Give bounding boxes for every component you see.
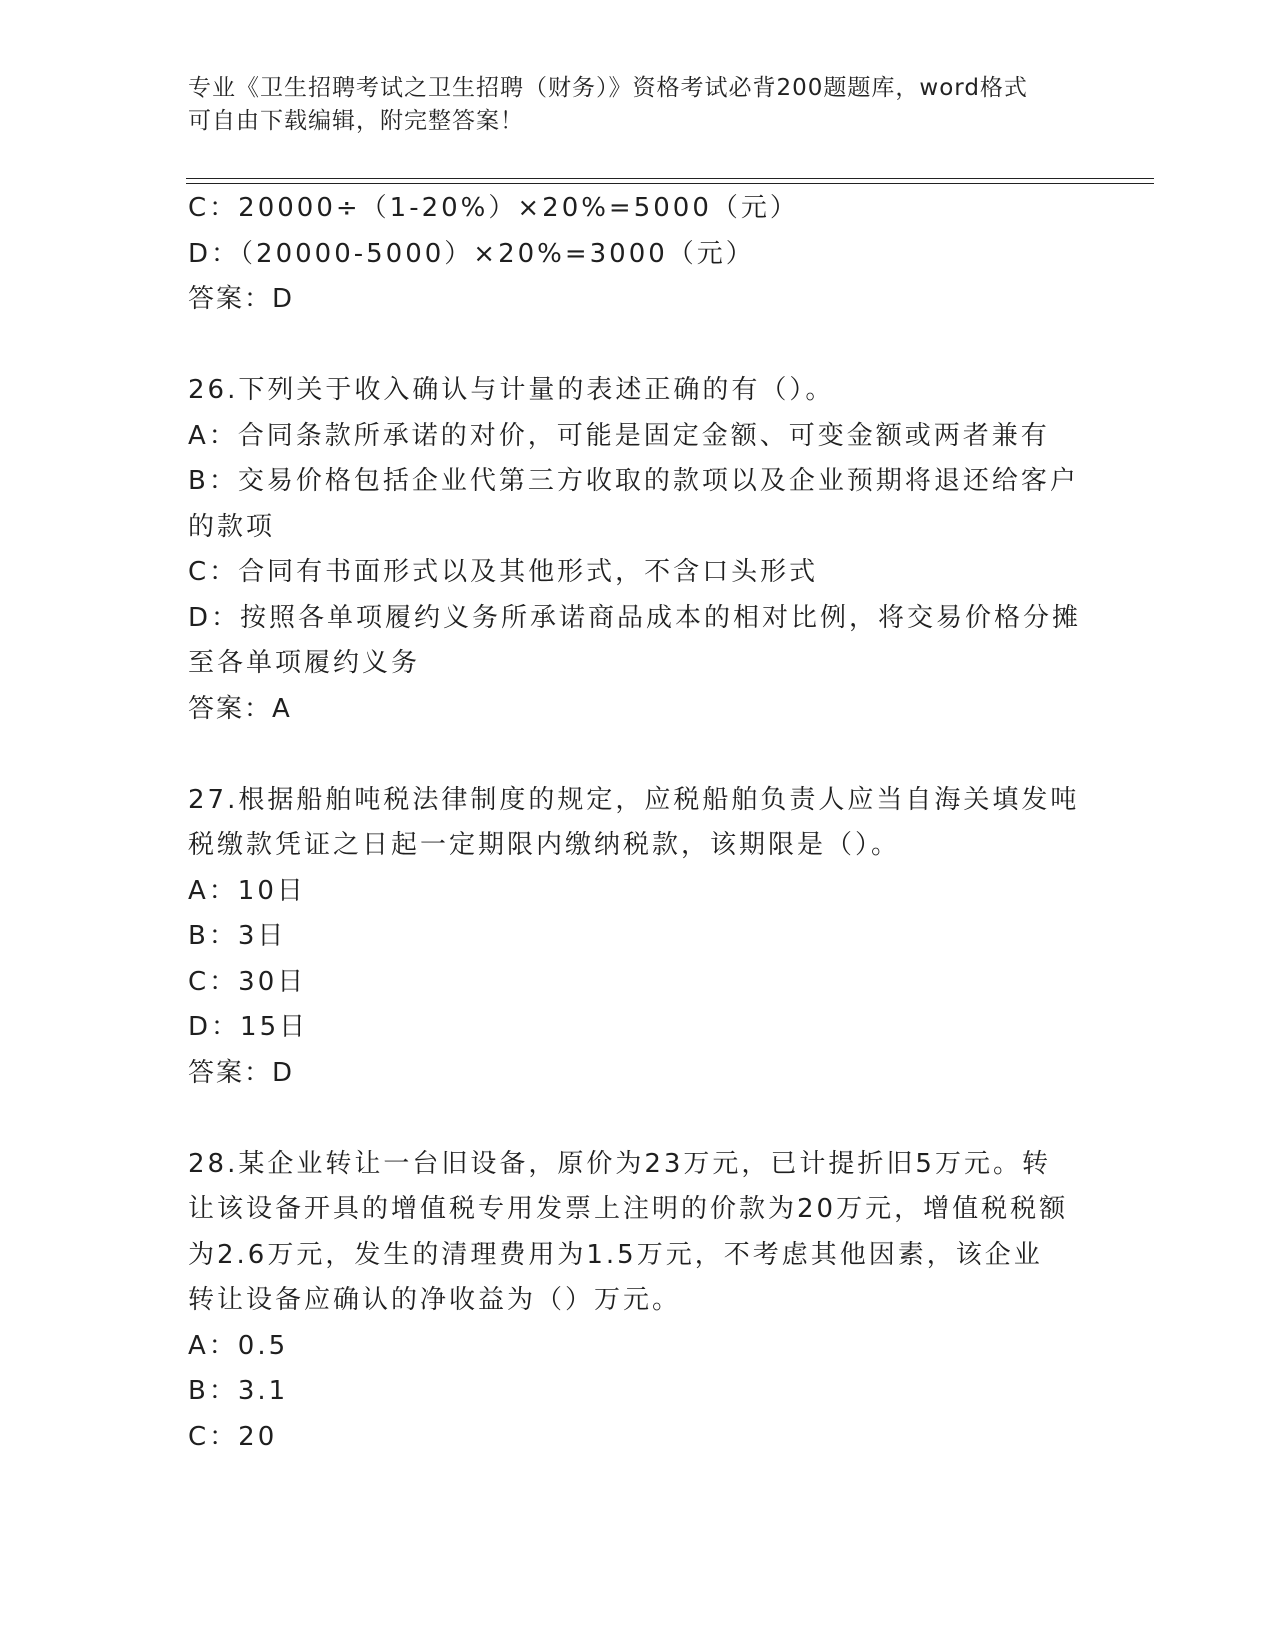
question-25-tail (188, 186, 1088, 323)
header-title-line-2: 可自由下载编辑，附完整答案！ (188, 108, 524, 134)
question-stem-continued: 为2.6万元，发生的清理费用为1.5万元，不考虑其他因素，该企业 (188, 1239, 1043, 1270)
question-stem-continued: 让该设备开具的增值税专用发票上注明的价款为20万元，增值税税额 (188, 1194, 1069, 1224)
question-stem-continued: 税缴款凭证之日起一定期限内缴纳税款，该期限是（）。 (188, 830, 901, 860)
option-d: D：（20000-5000）×20%=3000（元） (188, 238, 755, 269)
spacer (188, 1096, 1088, 1142)
header-rule-top (186, 178, 1154, 179)
answer: 答案：D (188, 1057, 295, 1088)
option-c: C：20000÷（1-20%）×20%=5000（元） (188, 193, 799, 223)
answer: 答案：A (188, 693, 292, 724)
option-d: D：按照各单项履约义务所承诺商品成本的相对比例，将交易价格分摊 (188, 602, 1082, 633)
option-d-continued: 至各单项履约义务 (188, 648, 421, 678)
question-27 (188, 778, 1088, 1097)
question-26 (188, 368, 1088, 732)
option-a: A：合同条款所承诺的对价，可能是固定金额、可变金额或两者兼有 (188, 420, 1050, 451)
answer: 答案：D (188, 284, 295, 314)
option-a: A：0.5 (188, 1330, 289, 1361)
question-stem: 27.根据船舶吨税法律制度的规定，应税船舶负责人应当自海关填发吨 (188, 784, 1080, 815)
option-d: D：15日 (188, 1012, 309, 1042)
question-stem-continued: 转让设备应确认的净收益为（）万元。 (188, 1285, 682, 1315)
option-b-continued: 的款项 (188, 511, 276, 542)
header-rule-bottom (186, 183, 1154, 184)
spacer (188, 732, 1088, 778)
option-c: C：合同有书面形式以及其他形式，不含口头形式 (188, 557, 819, 587)
option-b: B：3.1 (188, 1376, 289, 1406)
document-body (188, 186, 1088, 1460)
header-title-line-1: 专业《卫生招聘考试之卫生招聘（财务）》资格考试必背200题题库，word格式 (188, 75, 1028, 101)
question-stem: 28.某企业转让一台旧设备，原价为23万元，已计提折旧5万元。转 (188, 1148, 1051, 1179)
option-b: B：交易价格包括企业代第三方收取的款项以及企业预期将退还给客户 (188, 466, 1079, 496)
spacer (188, 323, 1088, 369)
question-stem: 26.下列关于收入确认与计量的表述正确的有（）。 (188, 375, 835, 405)
option-a: A：10日 (188, 875, 306, 906)
question-28 (188, 1142, 1088, 1461)
option-b: B：3日 (188, 921, 287, 951)
option-c: C：30日 (188, 966, 307, 997)
document-header (188, 72, 1088, 138)
option-c: C：20 (188, 1421, 278, 1452)
